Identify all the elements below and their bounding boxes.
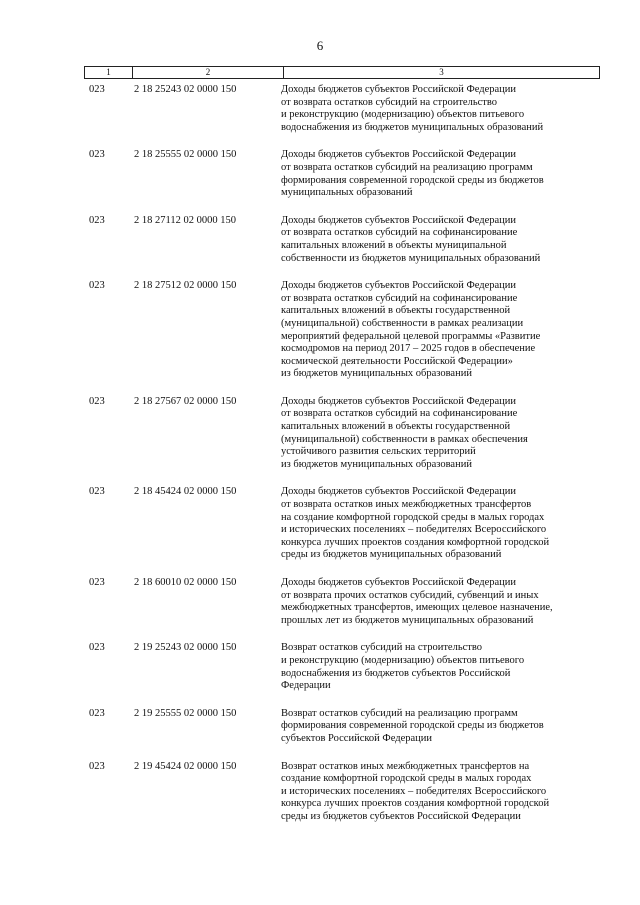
table-row — [84, 577, 600, 627]
description-line: от возврата остатков субсидий на софинансирование — [281, 227, 518, 239]
description-line: (муниципальной) собственности в рамках реализации — [281, 317, 524, 329]
admin-code-cell: 023 — [89, 760, 105, 772]
revenue-code-cell: 2 19 45424 02 0000 150 — [134, 760, 237, 772]
description-line: водоснабжения из бюджетов муниципальных образований — [281, 121, 544, 133]
description-line: от возврата остатков субсидий на софинансирование — [281, 408, 518, 420]
description-line: от возврата остатков иных межбюджетных трансфертов — [281, 499, 532, 511]
description-line: от возврата прочих остатков субсидий, субвенций и иных — [281, 589, 539, 601]
description-cell — [281, 215, 600, 265]
description-line: среды из бюджетов субъектов Российской Федерации — [281, 810, 521, 822]
admin-code-cell: 023 — [89, 84, 105, 95]
description-cell — [281, 486, 600, 562]
description-cell — [281, 577, 600, 627]
description-line: от возврата остатков субсидий на строительство — [281, 96, 497, 108]
admin-code-cell: 023 — [89, 642, 105, 654]
description-cell — [281, 149, 600, 199]
revenue-code-cell: 2 18 25243 02 0000 150 — [134, 84, 237, 95]
description-line: создание комфортной городской среды в малых городах — [281, 773, 532, 785]
description-line: от возврата остатков субсидий на реализацию программ — [281, 161, 533, 173]
description-line: Доходы бюджетов субъектов Российской Федерации — [281, 395, 517, 407]
admin-code-cell: 023 — [89, 707, 105, 719]
table-row — [84, 642, 600, 692]
revenue-code-cell: 2 19 25555 02 0000 150 — [134, 707, 237, 719]
description-line: формирования современной городской среды из бюджетов — [281, 174, 544, 186]
description-line: Доходы бюджетов субъектов Российской Федерации — [281, 577, 517, 588]
description-line: капитальных вложений в объекты муниципальной — [281, 239, 507, 251]
table-row — [84, 396, 600, 472]
admin-code-cell: 023 — [89, 395, 105, 407]
description-line: Доходы бюджетов субъектов Российской Федерации — [281, 149, 517, 161]
revenue-code-cell: 2 18 27112 02 0000 150 — [134, 214, 236, 226]
description-line: Доходы бюджетов субъектов Российской Федерации — [281, 280, 517, 292]
description-cell — [281, 280, 600, 381]
description-line: субъектов Российской Федерации — [281, 732, 433, 744]
table-row — [84, 486, 600, 562]
revenue-code-cell: 2 19 25243 02 0000 150 — [134, 642, 237, 654]
description-line: Доходы бюджетов субъектов Российской Федерации — [281, 84, 517, 95]
description-line: из бюджетов муниципальных образований — [281, 458, 472, 470]
description-line: Возврат остатков иных межбюджетных трансфертов на — [281, 760, 530, 772]
page-number: 6 — [316, 38, 324, 53]
admin-code-cell: 023 — [89, 280, 105, 292]
description-line: из бюджетов муниципальных образований — [281, 368, 472, 380]
description-line: капитальных вложений в объекты государственной — [281, 421, 511, 433]
revenue-codes-table — [84, 66, 600, 824]
description-cell — [281, 84, 600, 134]
column-header-2: 2 — [133, 67, 284, 78]
description-line: водоснабжения из бюджетов субъектов Российской — [281, 667, 511, 679]
table-row — [84, 280, 600, 381]
description-line: капитальных вложений в объекты государственной — [281, 305, 511, 317]
description-cell — [281, 642, 600, 692]
description-line: межбюджетных трансфертов, имеющих целевое назначение, — [281, 602, 553, 614]
admin-code-cell: 023 — [89, 577, 105, 588]
table-row — [84, 215, 600, 265]
description-cell — [281, 396, 600, 472]
table-row — [84, 149, 600, 199]
description-cell — [281, 761, 600, 824]
table-row — [84, 761, 600, 824]
description-line: мероприятий федеральной целевой программы «Развитие — [281, 330, 541, 342]
revenue-code-cell: 2 18 25555 02 0000 150 — [134, 149, 237, 161]
description-line: прошлых лет из бюджетов муниципальных образований — [281, 614, 534, 626]
admin-code-cell: 023 — [89, 149, 105, 161]
description-line: Доходы бюджетов субъектов Российской Федерации — [281, 214, 517, 226]
column-header-3: 3 — [439, 67, 444, 77]
revenue-code-cell: 2 18 60010 02 0000 150 — [134, 577, 237, 588]
description-line: собственности из бюджетов муниципальных образований — [281, 252, 541, 264]
description-line: космической деятельности Российской Федерации» — [281, 355, 513, 367]
admin-code-cell: 023 — [89, 214, 105, 226]
description-line: и исторических поселениях – победителях Всероссийского — [281, 785, 547, 797]
description-line: конкурса лучших проектов создания комфортной городской — [281, 798, 550, 810]
table-row — [84, 708, 600, 746]
description-line: Возврат остатков субсидий на реализацию программ — [281, 707, 518, 719]
description-line: формирования современной городской среды из бюджетов — [281, 720, 544, 732]
description-line: (муниципальной) собственности в рамках обеспечения — [281, 433, 528, 445]
description-line: и исторических поселениях – победителях Всероссийского — [281, 524, 547, 536]
description-line: конкурса лучших проектов создания комфортной городской — [281, 536, 550, 548]
revenue-code-cell: 2 18 27512 02 0000 150 — [134, 280, 237, 292]
description-cell — [281, 708, 600, 746]
description-line: Возврат остатков субсидий на строительство — [281, 642, 483, 654]
table-row — [84, 84, 600, 134]
revenue-code-cell: 2 18 27567 02 0000 150 — [134, 395, 237, 407]
table-body — [84, 84, 600, 824]
description-line: и реконструкцию (модернизацию) объектов питьевого — [281, 109, 525, 121]
table-header-row — [84, 66, 600, 79]
admin-code-cell: 023 — [89, 486, 105, 498]
description-line: Федерации — [281, 680, 331, 692]
description-line: среды из бюджетов муниципальных образований — [281, 549, 502, 561]
revenue-code-cell: 2 18 45424 02 0000 150 — [134, 486, 237, 498]
description-line: космодромов на период 2017 – 2025 годов в обеспечение — [281, 343, 536, 355]
description-line: муниципальных образований — [281, 187, 413, 199]
description-line: и реконструкцию (модернизацию) объектов питьевого — [281, 654, 525, 666]
description-line: на создание комфортной городской среды в малых городах — [281, 511, 545, 523]
column-header-1: 1 — [85, 67, 133, 78]
description-line: от возврата остатков субсидий на софинансирование — [281, 292, 518, 304]
description-line: Доходы бюджетов субъектов Российской Федерации — [281, 486, 517, 498]
description-line: устойчивого развития сельских территорий — [281, 446, 476, 458]
